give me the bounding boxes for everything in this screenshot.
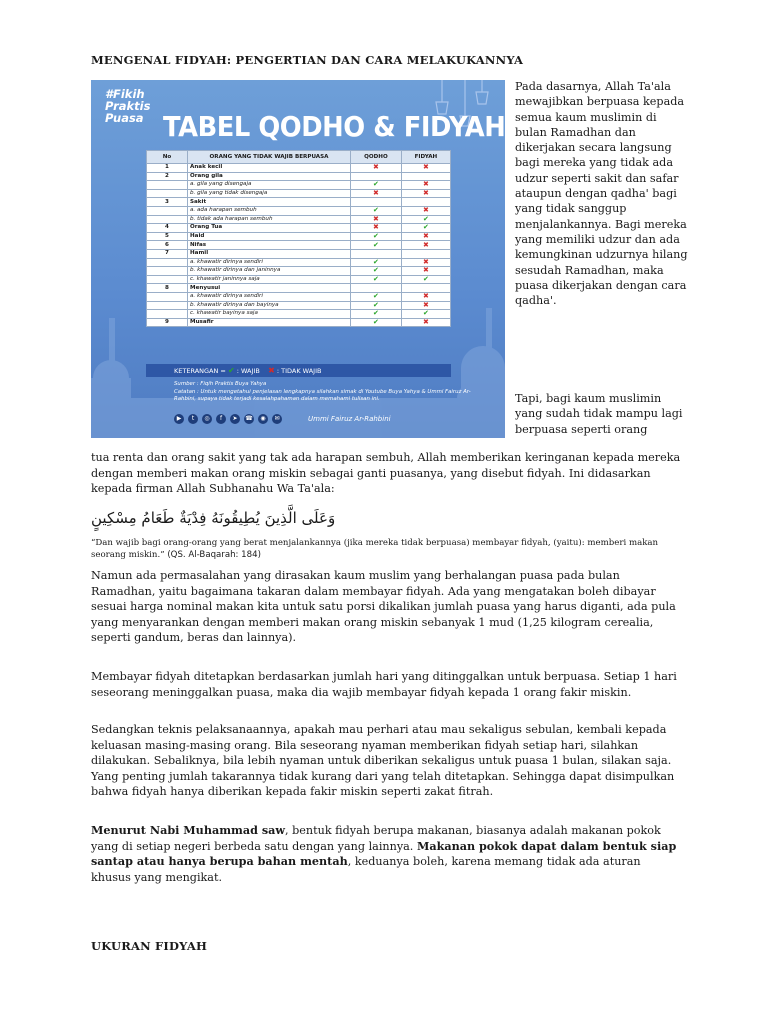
row-number (147, 215, 188, 224)
table-row (147, 189, 451, 198)
section-title: UKURAN FIDYAH (91, 939, 208, 953)
fidyah-cross-icon: ✖ (401, 181, 450, 190)
row-label: Orang Tua (188, 224, 351, 233)
fidyah-infographic (91, 80, 505, 438)
fidyah-cross-icon: ✖ (401, 189, 450, 198)
row-number: 7 (147, 249, 188, 258)
table-row (147, 224, 451, 233)
row-label: b. gila yang tidak disengaja (188, 189, 351, 198)
row-label: c. khawatir janinnya saja (188, 275, 351, 284)
paragraph-continue: tua renta dan orang sakit yang tak ada harapan sembuh, Allah memberikan keringanan kepada mereka dengan memberi makan orang miskin sebagai ganti puasanya, yang disebut fidyah. Ini didasarkan kepada firman Allah Subhanahu Wa Ta'ala: (91, 451, 681, 496)
facebook-icon: f (216, 414, 226, 424)
row-label: Orang gila (188, 172, 351, 181)
table-row (147, 267, 451, 276)
verse-translation (91, 537, 681, 561)
qodho-check-icon: ✔ (351, 301, 402, 310)
table-row (147, 284, 451, 293)
row-number: 4 (147, 224, 188, 233)
cross-icon: ✖ (268, 366, 275, 375)
fidyah-check-icon: ✔ (401, 275, 450, 284)
fidyah-check-icon: ✔ (401, 224, 450, 233)
fidyah-cross-icon: ✖ (401, 267, 450, 276)
row-number: 8 (147, 284, 188, 293)
fidyah-check-icon: ✔ (401, 310, 450, 319)
qodho-check-icon: ✔ (351, 206, 402, 215)
qodho-check-icon: ✔ (351, 241, 402, 250)
row-number (147, 275, 188, 284)
fidyah-cross-icon: ✖ (401, 164, 450, 173)
table-row (147, 318, 451, 327)
whatsapp-icon: ☎ (245, 415, 253, 422)
row-number (147, 310, 188, 319)
email-icon: ✉ (272, 414, 282, 424)
row-number: 1 (147, 164, 188, 173)
fidyah-cross-icon: ✖ (401, 232, 450, 241)
row-label: Menyusui (188, 284, 351, 293)
row-number: 5 (147, 232, 188, 241)
infographic-author: Ummi Fairuz Ar-Rahbini (308, 415, 391, 423)
fidyah-cross-icon: ✖ (401, 301, 450, 310)
youtube-icon: ▶ (174, 414, 184, 424)
table-row (147, 232, 451, 241)
source-note: Sumber : Fiqih Praktis Buya Yahya (174, 381, 267, 387)
row-label: b. khawatir dirinya dan bayinya (188, 301, 351, 310)
row-label: b. khawatir dirinya dan janinnya (188, 267, 351, 276)
fidyah-empty-cell (401, 198, 450, 207)
legend: KETERANGAN = ✔ : WAJIB ✖ : TIDAK WAJIB (146, 364, 451, 377)
row-label: Nifas (188, 241, 351, 250)
check-icon: ✔ (227, 366, 235, 375)
row-number (147, 181, 188, 190)
table-row (147, 164, 451, 173)
table-row (147, 301, 451, 310)
quote-ref: (QS. Al-Baqarah: 184) (167, 550, 261, 560)
paragraph-1: Namun ada permasalahan yang dirasakan kaum muslim yang berhalangan puasa pada bulan Ramadhan, yaitu bagaimana takaran dalam membayar fidyah. Ada yang mengatakan boleh dibayar sesuai harga nominal makan kita untuk satu porsi dikalikan jumlah puasa yang harus diganti, ada pula yang menyarankan dengan memberi makan orang miskin sebanyak 1 mud (1,25 kilogram cerealia, seperti gandum, beras dan lainnya). (91, 569, 676, 645)
row-number (147, 301, 188, 310)
row-label: Sakit (188, 198, 351, 207)
qodho-cross-icon: ✖ (351, 215, 402, 224)
table-row (147, 310, 451, 319)
row-label: a. khawatir dirinya sendiri (188, 258, 351, 267)
fidyah-empty-cell (401, 172, 450, 181)
infographic-heading: TABEL QODHO & FIDYAH (163, 110, 505, 143)
table-row (147, 275, 451, 284)
quote-text: “Dan wajib bagi orang-orang yang berat menjalankannya (jika mereka tidak berpuasa) membayar fidyah, (yaitu): memberi makan seorang miskin.” (91, 538, 659, 560)
qodho-check-icon: ✔ (351, 318, 402, 327)
social-icons (174, 414, 282, 424)
paragraph-2: Membayar fidyah ditetapkan berdasarkan jumlah hari yang ditinggalkan untuk berpuasa. Setiap 1 hari seseorang meninggalkan puasa, maka dia wajib membayar fidyah kepada 1 orang fakir miskin. (91, 670, 677, 699)
qodho-check-icon: ✔ (351, 310, 402, 319)
fidyah-empty-cell (401, 249, 450, 258)
table-row (147, 241, 451, 250)
fidyah-cross-icon: ✖ (401, 241, 450, 250)
table-row (147, 206, 451, 215)
table-row (147, 292, 451, 301)
telegram-icon: ➤ (230, 414, 240, 424)
website-icon: ◉ (258, 414, 268, 424)
arabic-verse: وَعَلَى الَّذِينَ يُطِيقُونَهُ فِدْيَةٌ طَعَامُ مِسْكِينٍ (91, 509, 336, 527)
row-number (147, 206, 188, 215)
fidyah-cross-icon: ✖ (401, 206, 450, 215)
paragraph-3: Sedangkan teknis pelaksanaannya, apakah mau perhari atau mau sekaligus sebulan, kembali kepada keluasan masing-masing orang. Bila seseorang nyaman memberikan fidyah setiap hari, silahkan dilakukan. Sebaliknya, bila lebih nyaman untuk diberikan sekaligus untuk puasa 1 bulan, silakan saja. Yang penting jumlah takarannya tidak kurang dari yang telah ditetapkan. Sehingga dapat disimpulkan bahwa fidyah hanya diberikan kepada fakir miskin seperti zakat fitrah. (91, 723, 675, 799)
qodho-empty-cell (351, 198, 402, 207)
side-paragraph-1: Pada dasarnya, Allah Ta'ala mewajibkan berpuasa kepada semua kaum muslimin di bulan Ramadhan dan dikerjakan secara langsung bagi mereka yang tidak ada udzur seperti sakit dan safar ataupun dengan qadha' bagi yang tidak sanggup menjalankannya. Bagi mereka yang memiliki udzur dan ada kemungkinan udzurnya hilang sesudah Ramadhan, maka puasa dikerjakan dengan cara qadha'. (515, 80, 688, 308)
row-number (147, 292, 188, 301)
table-row (147, 215, 451, 224)
row-label: b. tidak ada harapan sembuh (188, 215, 351, 224)
fidyah-cross-icon: ✖ (401, 292, 450, 301)
fidyah-empty-cell (401, 284, 450, 293)
table-row (147, 181, 451, 190)
fidyah-table (146, 150, 451, 327)
row-label: a. khawatir dirinya sendiri (188, 292, 351, 301)
qodho-cross-icon: ✖ (351, 164, 402, 173)
qodho-empty-cell (351, 284, 402, 293)
row-label: Anak kecil (188, 164, 351, 173)
row-number: 6 (147, 241, 188, 250)
row-number (147, 267, 188, 276)
twitter-icon: t (188, 414, 198, 424)
qodho-cross-icon: ✖ (351, 189, 402, 198)
col-no: No (147, 151, 188, 164)
col-name: ORANG YANG TIDAK WAJIB BERPUASA (188, 151, 351, 164)
side-paragraph-2: Tapi, bagi kaum muslimin yang sudah tidak mampu lagi berpuasa seperti orang (515, 392, 683, 436)
qodho-empty-cell (351, 172, 402, 181)
catatan-note: Catatan : Untuk mengetahui penjelasan lengkapnya silahkan simak di Youtube Buya Yahya & Ummi Fairuz Ar-Rahbini, supaya tidak terjadi kesalahpahaman dalam memahami tulisan ini. (174, 389, 471, 402)
row-label: Hamil (188, 249, 351, 258)
qodho-check-icon: ✔ (351, 267, 402, 276)
instagram-icon: ◎ (202, 414, 212, 424)
fidyah-cross-icon: ✖ (401, 258, 450, 267)
row-number (147, 189, 188, 198)
paragraph-4: Menurut Nabi Muhammad saw, bentuk fidyah berupa makanan, biasanya adalah makanan pokok yang di setiap negeri berbeda satu dengan yang lainnya. Makanan pokok dapat dalam bentuk siap santap atau hanya berupa bahan mentah, keduanya boleh, karena memang tidak ada aturan khusus yang mengikat. (91, 823, 677, 884)
qodho-cross-icon: ✖ (351, 224, 402, 233)
row-number: 2 (147, 172, 188, 181)
row-number (147, 258, 188, 267)
row-number: 9 (147, 318, 188, 327)
fidyah-check-icon: ✔ (401, 215, 450, 224)
qodho-check-icon: ✔ (351, 258, 402, 267)
table-row (147, 172, 451, 181)
row-label: a. gila yang disengaja (188, 181, 351, 190)
row-label: a. ada harapan sembuh (188, 206, 351, 215)
row-label: Haid (188, 232, 351, 241)
qodho-check-icon: ✔ (351, 181, 402, 190)
fikih-praktis-logo: #Fikih Praktis Puasa (105, 87, 151, 125)
table-row (147, 258, 451, 267)
qodho-check-icon: ✔ (351, 275, 402, 284)
table-row (147, 198, 451, 207)
row-number: 3 (147, 198, 188, 207)
qodho-empty-cell (351, 249, 402, 258)
qodho-check-icon: ✔ (351, 232, 402, 241)
row-label: Musafir (188, 318, 351, 327)
table-row (147, 249, 451, 258)
qodho-check-icon: ✔ (351, 292, 402, 301)
row-label: c. khawatir bayinya saja (188, 310, 351, 319)
page-title: MENGENAL FIDYAH: PENGERTIAN DAN CARA MELAKUKANNYA (91, 53, 524, 67)
col-fidyah: FIDYAH (401, 151, 450, 164)
col-qodho: QODHO (351, 151, 402, 164)
fidyah-cross-icon: ✖ (401, 318, 450, 327)
